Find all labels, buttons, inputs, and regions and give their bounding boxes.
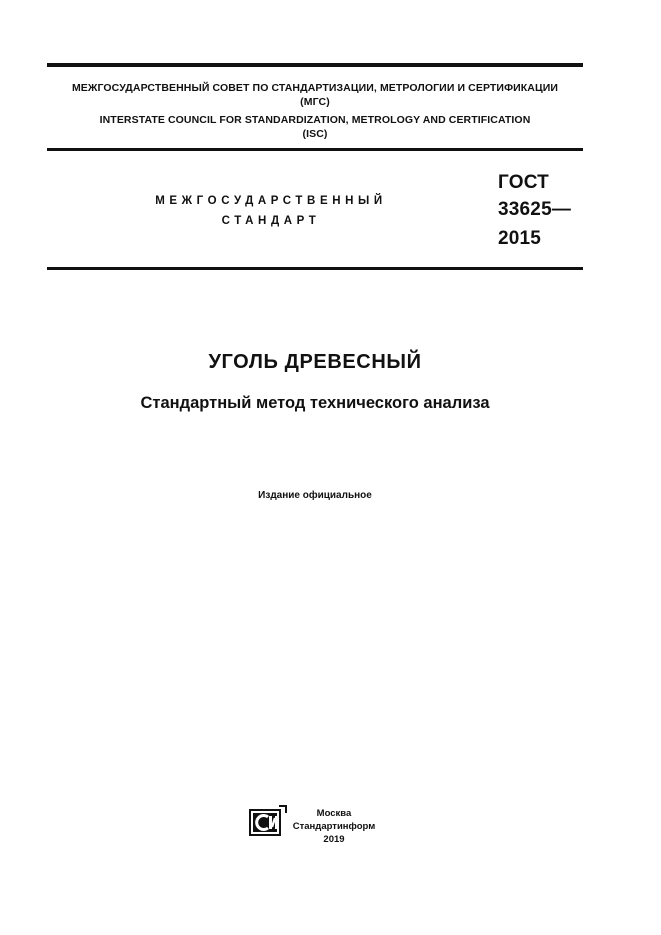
document-subtitle: Стандартный метод технического анализа (140, 394, 490, 412)
publisher-name: Стандартинформ (292, 821, 376, 832)
standard-type-line-1: МЕЖГОСУДАРСТВЕННЫЙ (155, 195, 387, 207)
council-en-abbreviation: (ISC) (302, 128, 328, 140)
edition-note: Издание официальное (258, 490, 372, 501)
standard-type-line-2: СТАНДАРТ (221, 215, 321, 227)
middle-rule (47, 148, 583, 151)
council-name-russian (47, 81, 583, 109)
bottom-rule (47, 267, 583, 270)
council-ru-abbreviation: (МГС) (300, 96, 330, 108)
gost-year: 2015 (498, 228, 542, 249)
standartinform-logo-icon (249, 805, 287, 837)
council-name-english (47, 113, 583, 141)
council-ru-line-1: МЕЖГОСУДАРСТВЕННЫЙ СОВЕТ ПО СТАНДАРТИЗАЦИИ, МЕТРОЛОГИИ И СЕРТИФИКАЦИИ (71, 82, 559, 94)
council-en-line-1: INTERSTATE COUNCIL FOR STANDARDIZATION, METROLOGY AND CERTIFICATION (99, 114, 531, 126)
publication-year: 2019 (323, 834, 345, 845)
publisher-city: Москва (316, 808, 352, 819)
gost-number: 33625— (498, 199, 572, 220)
top-rule (47, 63, 583, 67)
document-title: УГОЛЬ ДРЕВЕСНЫЙ (208, 351, 422, 373)
gost-label: ГОСТ (498, 172, 549, 193)
